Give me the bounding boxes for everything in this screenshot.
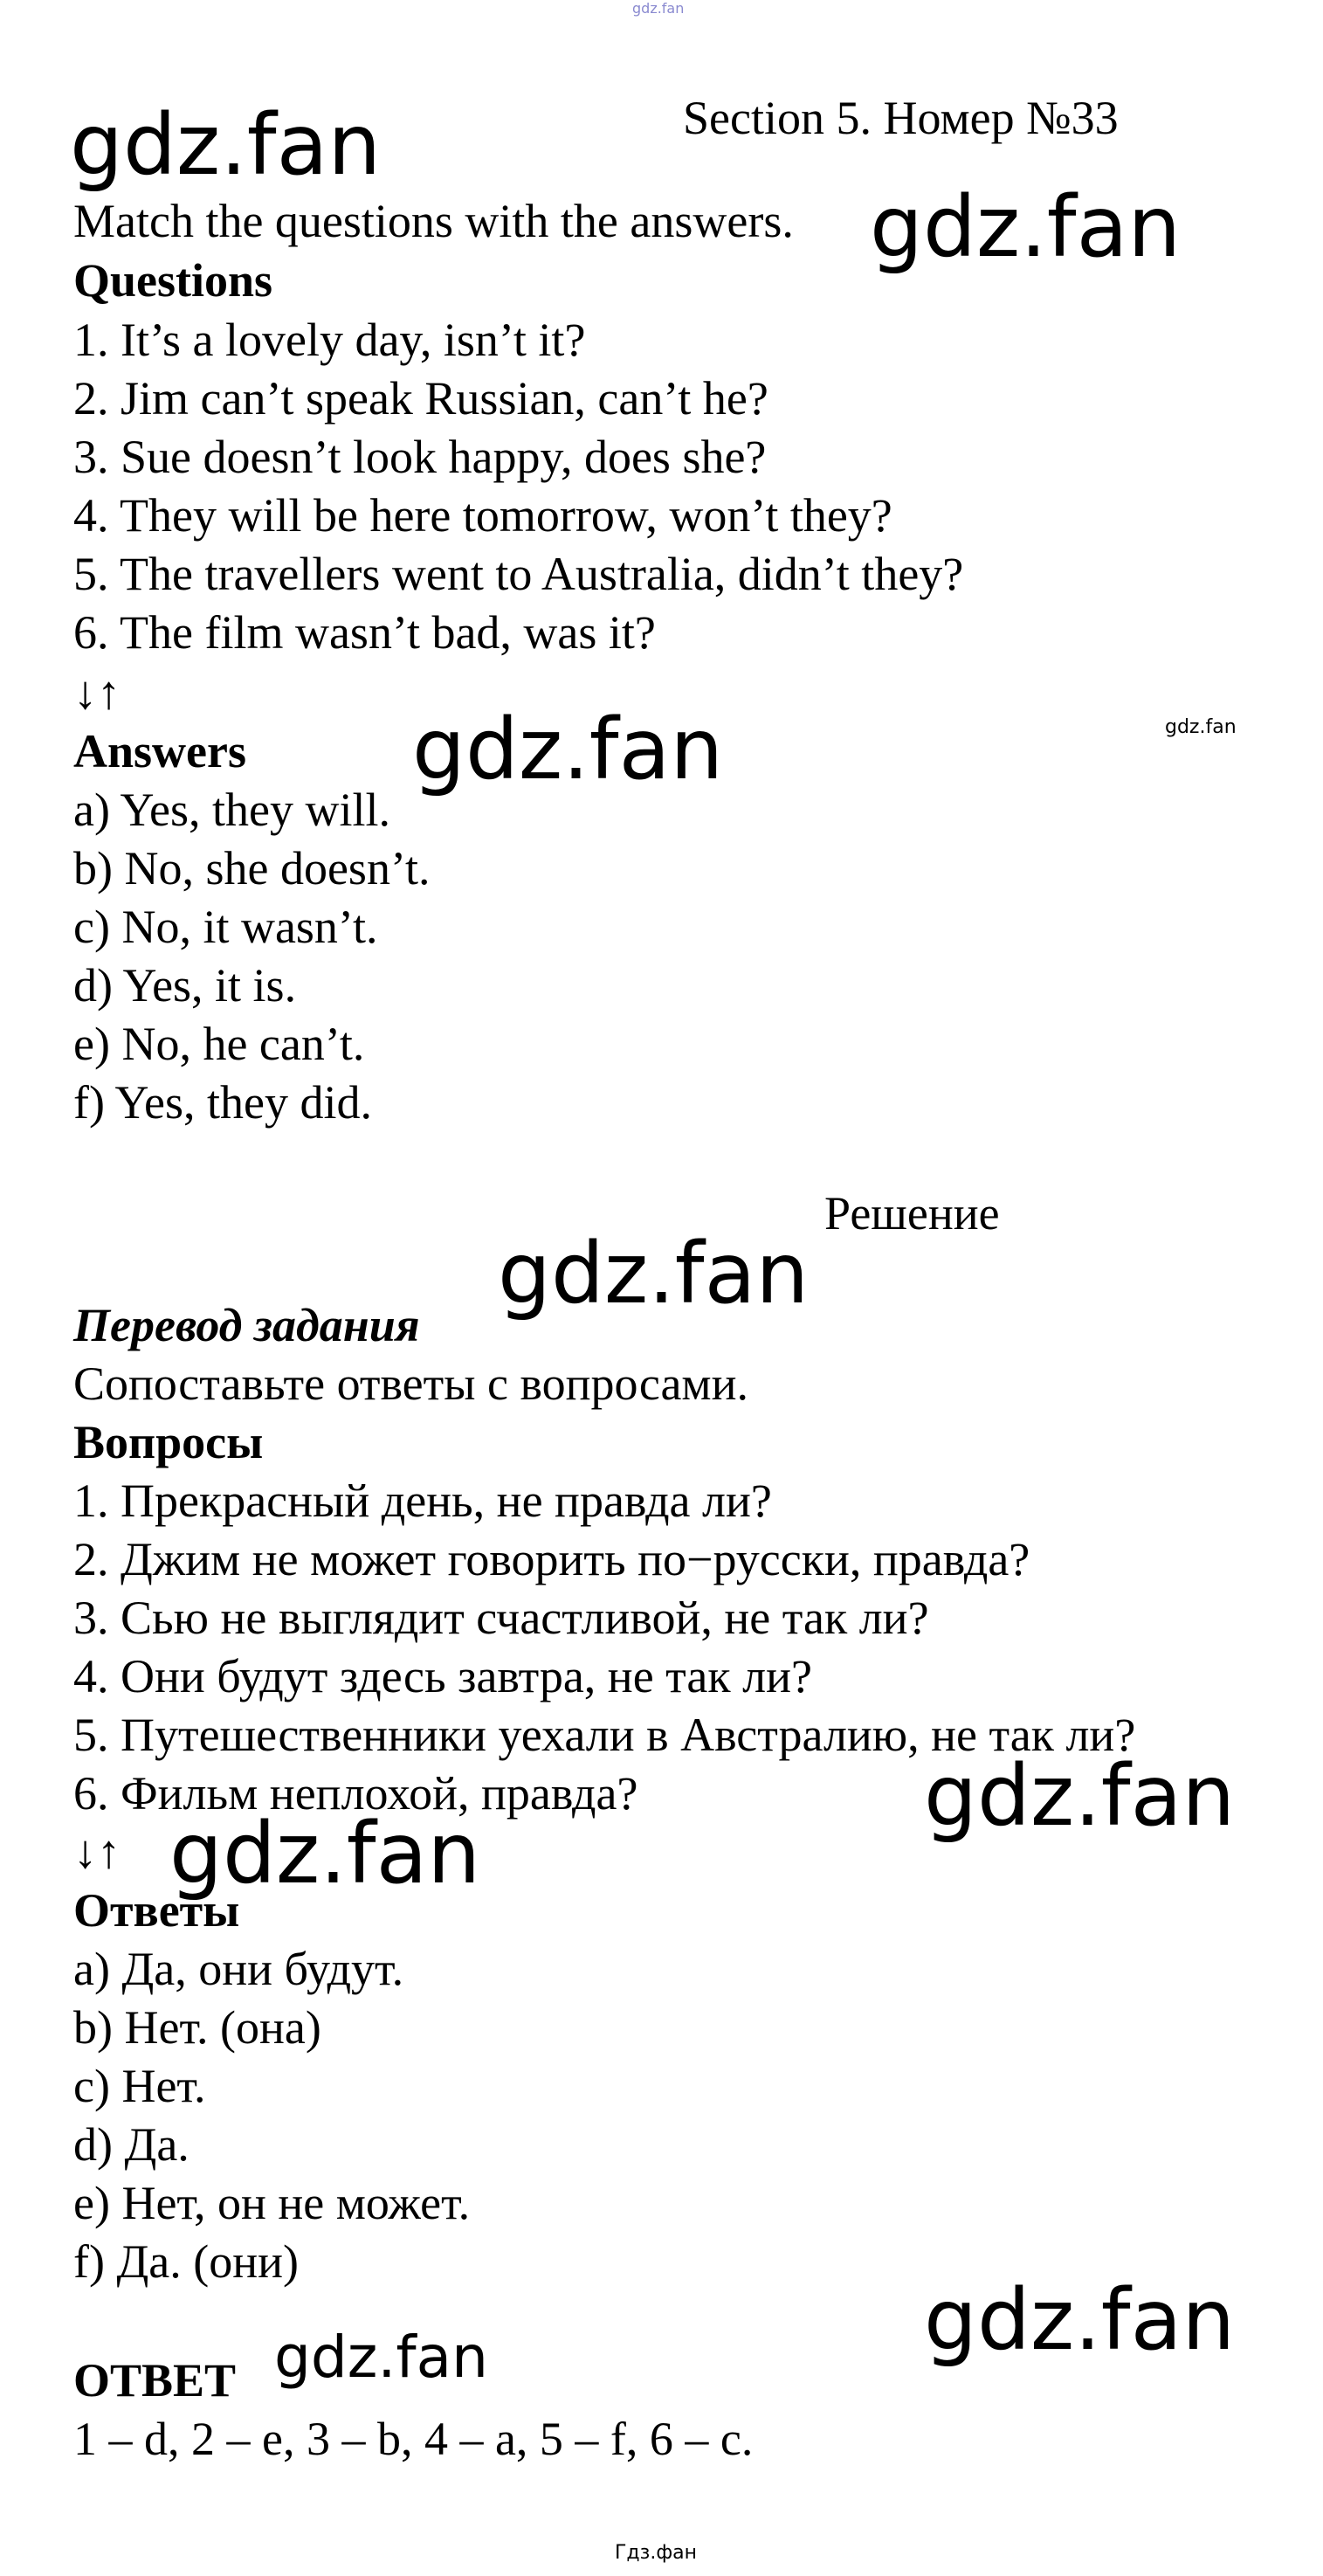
answers-heading: Answers — [73, 725, 246, 777]
ru-question-3: 3. Сью не выглядит счастливой, не так ли? — [73, 1592, 929, 1644]
section-title: Section 5. Номер №33 — [683, 92, 1119, 144]
top-watermark: gdz.fan — [632, 0, 685, 17]
ru-question-1: 1. Прекрасный день, не правда ли? — [73, 1474, 772, 1527]
watermark: gdz.fan — [274, 2324, 488, 2391]
footer-watermark: Гдз.фан — [615, 2542, 697, 2564]
task-instruction: Match the questions with the answers. — [73, 195, 794, 247]
answer-f: f) Yes, they did. — [73, 1076, 373, 1129]
final-answer-heading: ОТВЕТ — [73, 2354, 237, 2407]
question-6: 6. The film wasn’t bad, was it? — [73, 606, 656, 659]
ru-answer-f: f) Да. (они) — [73, 2235, 300, 2288]
answer-b: b) No, she doesn’t. — [73, 842, 431, 894]
watermark: gdz.fan — [924, 2271, 1236, 2369]
ru-answer-d: d) Да. — [73, 2118, 189, 2171]
watermark: gdz.fan — [924, 1747, 1236, 1845]
watermark-small: gdz.fan — [1165, 716, 1237, 738]
ru-match-arrows-icon: ↓↑ — [73, 1826, 121, 1878]
ru-answers-heading: Ответы — [73, 1884, 240, 1937]
ru-answer-e: e) Нет, он не может. — [73, 2177, 471, 2229]
translation-instruction: Сопоставьте ответы с вопросами. — [73, 1357, 749, 1410]
ru-question-5: 5. Путешественники уехали в Австралию, не так ли? — [73, 1709, 1136, 1761]
ru-answer-b: b) Нет. (она) — [73, 2001, 321, 2054]
answer-d: d) Yes, it is. — [73, 959, 297, 1012]
match-arrows-icon: ↓↑ — [73, 666, 121, 719]
answer-c: c) No, it wasn’t. — [73, 901, 378, 953]
question-2: 2. Jim can’t speak Russian, can’t he? — [73, 372, 768, 425]
ru-question-6: 6. Фильм неплохой, правда? — [73, 1767, 638, 1820]
ru-question-2: 2. Джим не может говорить по−русски, правда? — [73, 1533, 1030, 1585]
question-1: 1. It’s a lovely day, isn’t it? — [73, 314, 586, 366]
question-3: 3. Sue doesn’t look happy, does she? — [73, 431, 767, 483]
ru-answer-a: a) Да, они будут. — [73, 1943, 404, 1995]
question-5: 5. The travellers went to Australia, didn’t they? — [73, 548, 964, 600]
translation-heading: Перевод задания — [73, 1299, 420, 1351]
watermark: gdz.fan — [70, 96, 382, 194]
answer-a: a) Yes, they will. — [73, 784, 390, 836]
watermark: gdz.fan — [870, 178, 1182, 276]
watermark: gdz.fan — [169, 1805, 481, 1903]
ru-questions-heading: Вопросы — [73, 1416, 264, 1468]
answer-e: e) No, he can’t. — [73, 1018, 365, 1070]
question-4: 4. They will be here tomorrow, won’t they? — [73, 489, 892, 542]
final-answer: 1 – d, 2 – e, 3 – b, 4 – a, 5 – f, 6 – c. — [73, 2413, 754, 2465]
watermark: gdz.fan — [412, 701, 724, 798]
questions-heading: Questions — [73, 254, 273, 307]
ru-answer-c: c) Нет. — [73, 2060, 206, 2112]
ru-question-4: 4. Они будут здесь завтра, не так ли? — [73, 1650, 812, 1702]
solution-heading: Решение — [824, 1187, 1000, 1240]
watermark: gdz.fan — [498, 1225, 810, 1323]
